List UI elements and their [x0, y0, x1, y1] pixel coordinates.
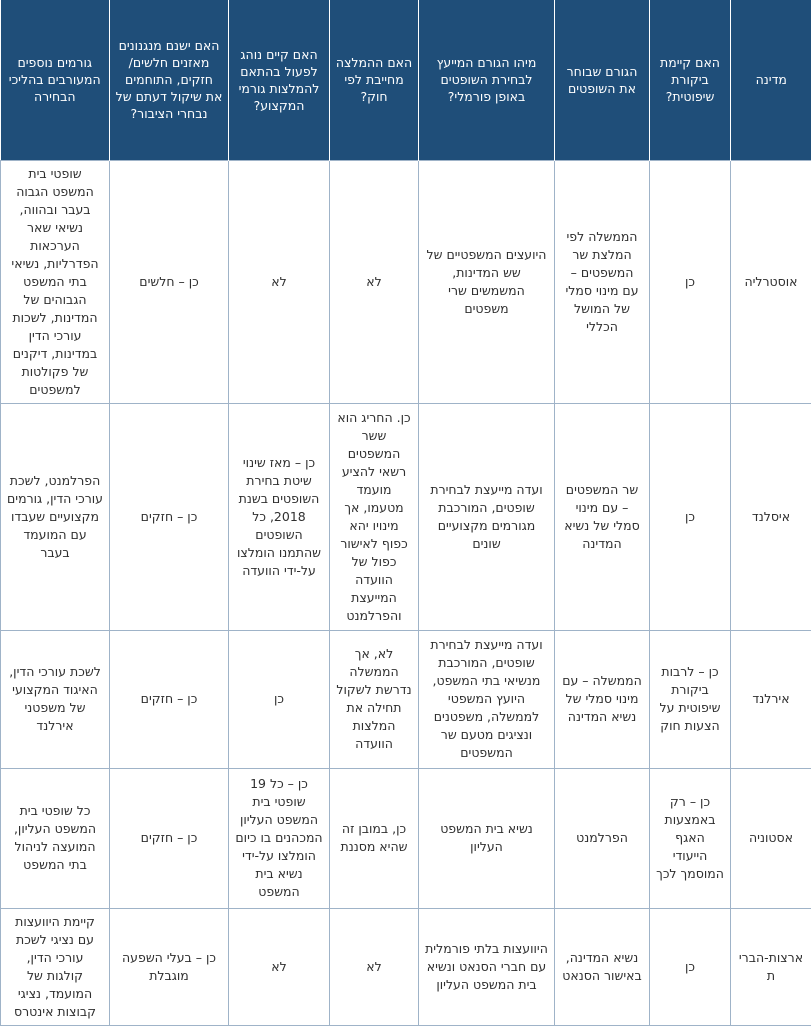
- cell-advisor: היועצים המשפטיים של שש המדינות, המשמשים שרי משפטים: [419, 160, 555, 403]
- cell-mechanisms: כן – חלשים: [110, 160, 229, 403]
- cell-advisor: ועדה מייעצת לבחירת שופטים, המורכבת מגורמים מקצועיים שונים: [419, 403, 555, 630]
- header-mechanisms: האם ישנם מנגנונים מאזנים חלשים/ חזקים, התוחמים את שיקול דעתם של נבחרי הציבור?: [110, 0, 229, 160]
- cell-judicial-review: כן – רק באמצעות האגף הייעודי המוסמך לכך: [650, 768, 731, 908]
- cell-binding: לא: [330, 908, 419, 1025]
- cell-binding: כן. החריג הוא ששר המשפטים רשאי להציע מועמד מטעמו, אך מינויו יהא כפוף לאישור כפול של הוועדה המייעצת והפרלמנט: [330, 403, 419, 630]
- cell-country: אוסטרליה: [731, 160, 811, 403]
- cell-country: ארצות-הברית: [731, 908, 811, 1025]
- cell-judicial-review: כן: [650, 908, 731, 1025]
- cell-custom: כן – מאז שינוי שיטת בחירת השופטים בשנת 2018, כל השופטים שהתמנו הומלצו על-ידי הוועדה: [229, 403, 330, 630]
- cell-others: לשכת עורכי הדין, האיגוד המקצועי של משפטני אירלנד: [1, 630, 110, 768]
- header-custom: האם קיים נוהג לפעול בהתאם להמלצות גורמי המקצוע?: [229, 0, 330, 160]
- cell-selector: נשיא המדינה, באישור הסנאט: [555, 908, 650, 1025]
- table-row: [1, 908, 811, 1025]
- cell-binding: לא: [330, 160, 419, 403]
- cell-selector: הממשלה לפי המלצת שר המשפטים – עם מינוי סמלי של המושל הכללי: [555, 160, 650, 403]
- cell-country: אסטוניה: [731, 768, 811, 908]
- cell-country: איסלנד: [731, 403, 811, 630]
- cell-advisor: נשיא בית המשפט העליון: [419, 768, 555, 908]
- cell-custom: כן: [229, 630, 330, 768]
- cell-country: אירלנד: [731, 630, 811, 768]
- cell-custom: לא: [229, 160, 330, 403]
- cell-judicial-review: כן: [650, 160, 731, 403]
- cell-others: הפרלמנט, לשכת עורכי הדין, גורמים מקצועיים שעבדו עם המועמד בעבר: [1, 403, 110, 630]
- table-row: [1, 768, 811, 908]
- cell-judicial-review: כן: [650, 403, 731, 630]
- table-row: [1, 630, 811, 768]
- cell-judicial-review: כן – לרבות ביקורת שיפוטית על הצעות חוק: [650, 630, 731, 768]
- table-row: [1, 160, 811, 403]
- cell-mechanisms: כן – חזקים: [110, 630, 229, 768]
- cell-selector: שר המשפטים – עם מינוי סמלי של נשיא המדינה: [555, 403, 650, 630]
- header-judicial-review: האם קיימת ביקורת שיפוטית?: [650, 0, 731, 160]
- header-advisor: מיהו הגורם המייעץ לבחירת השופטים באופן פורמלי?: [419, 0, 555, 160]
- cell-mechanisms: כן – חזקים: [110, 768, 229, 908]
- header-row: [1, 0, 811, 160]
- cell-binding: לא, אך הממשלה נדרשת לשקול תחילה את המלצות הוועדה: [330, 630, 419, 768]
- header-binding: האם ההמלצה מחייבת לפי חוק?: [330, 0, 419, 160]
- header-selector: הגורם שבוחר את השופטים: [555, 0, 650, 160]
- header-country: מדינה: [731, 0, 811, 160]
- cell-selector: הפרלמנט: [555, 768, 650, 908]
- cell-mechanisms: כן – בעלי השפעה מוגבלת: [110, 908, 229, 1025]
- cell-advisor: ועדה מייעצת לבחירת שופטים, המורכבת מנשיאי בתי המשפט, היועץ המשפטי לממשלה, משפטנים ונציגים מטעם שר המשפטים: [419, 630, 555, 768]
- cell-others: כל שופטי בית המשפט העליון, המועצה לניהול בתי המשפט: [1, 768, 110, 908]
- cell-advisor: היוועצות בלתי פורמלית עם חברי הסנאט ונשיא בית המשפט העליון: [419, 908, 555, 1025]
- cell-custom: כן – כל 19 שופטי בית המשפט העליון המכהנים בו כיום הומלצו על-ידי נשיא בית המשפט: [229, 768, 330, 908]
- cell-mechanisms: כן – חזקים: [110, 403, 229, 630]
- table-row: [1, 403, 811, 630]
- cell-others: קיימת היוועצות עם נציגי לשכת עורכי הדין, קולגות של המועמד, נציגי קבוצות אינטרס: [1, 908, 110, 1025]
- header-others: גורמים נוספים המעורבים בהליכי הבחירה: [1, 0, 110, 160]
- cell-binding: כן, במובן זה שהיא מסננת: [330, 768, 419, 908]
- cell-selector: הממשלה – עם מינוי סמלי של נשיא המדינה: [555, 630, 650, 768]
- cell-custom: לא: [229, 908, 330, 1025]
- cell-others: שופטי בית המשפט הגבוה בעבר ובהווה, נשיאי שאר הערכאות הפדרליות, נשיאי בתי המשפט הגבוהים של המדינות, לשכות עורכי הדין במדינות, דיקנים של פקולטות למשפטים: [1, 160, 110, 403]
